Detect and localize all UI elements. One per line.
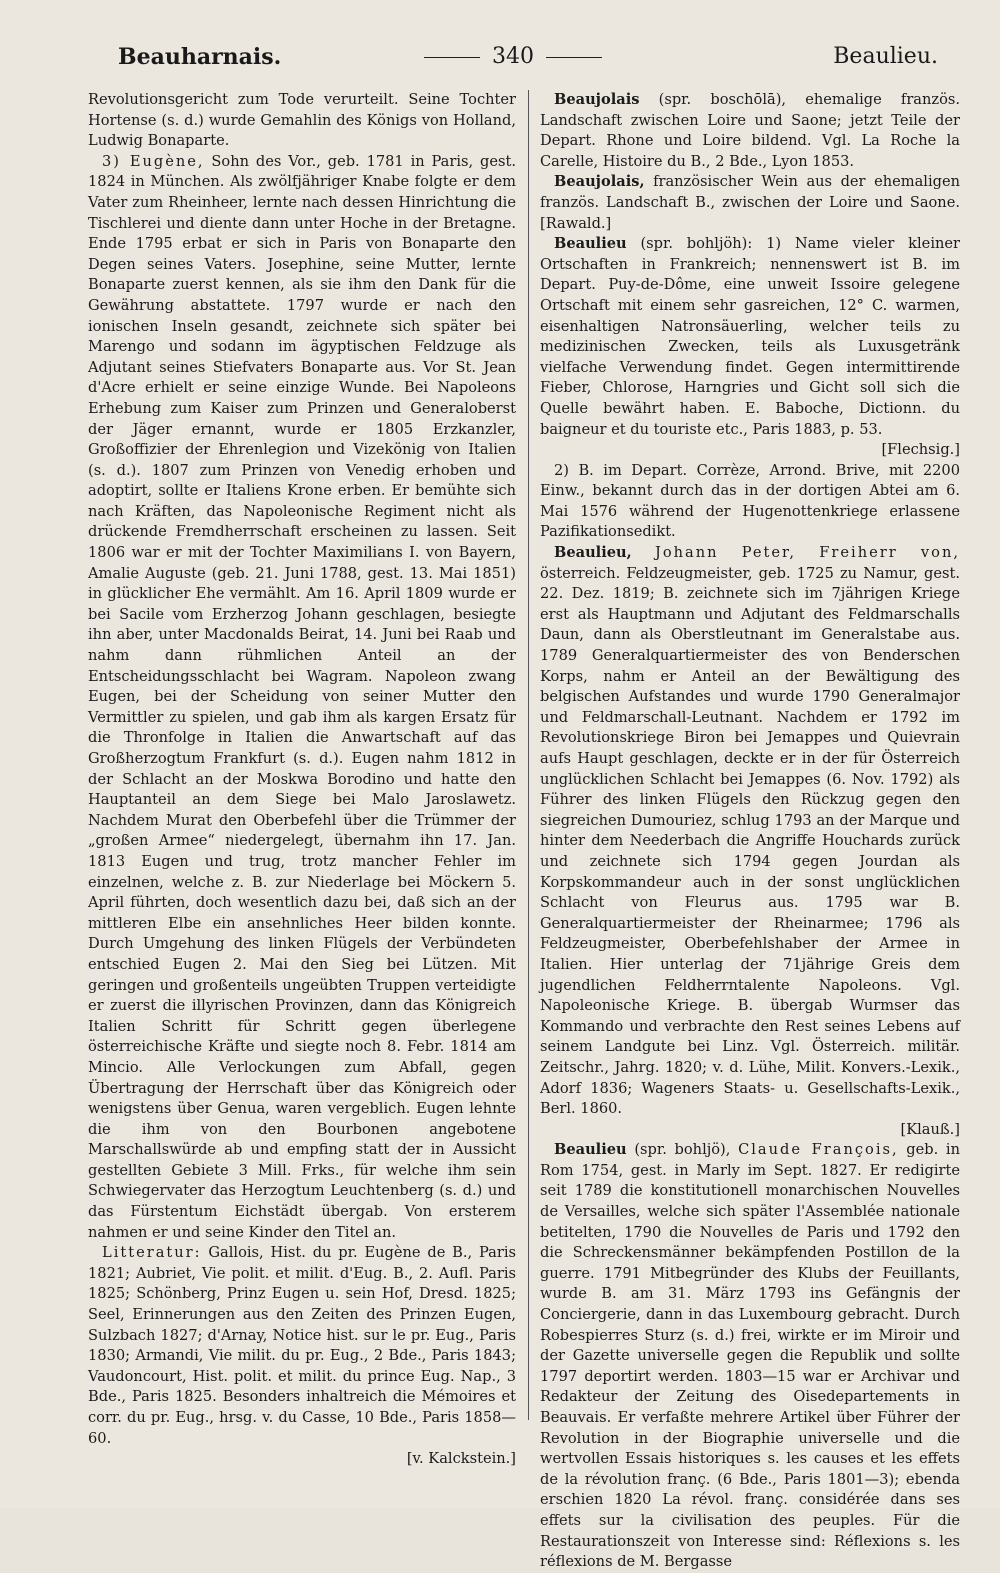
entry-head: Beaulieu, [554,544,632,562]
entry-beaujolais-region [540,90,960,172]
entry-person-name: Claude François, [738,1141,899,1159]
literature-body: Gallois, Hist. du pr. Eugène de B., Paris 1821; Aubriet, Vie polit. et milit. d'Eug. B., 2. Aufl. Paris 1825; Schönberg, Prinz Eugen u. sein Hof, Dresd. 1825; Seel, Erinnerungen aus den Zeiten des Prinzen Eugen, Sulzbach 1827; d'Arnay, Notice hist. sur le pr. Eug., Paris 1830; Armandi, Vie milit. du pr. Eug., 2 Bde., Paris 1843; Vaudoncourt, Hist. polit. et milit. du prince Eug. Nap., 3 Bde., Paris 1825. Besonders inhaltreich die Mémoires et corr. du pr. Eug., hrsg. v. du Casse, 10 Bde., Paris 1858—60. [88,1244,516,1447]
entry-body: französischer Wein aus der ehemaligen französ. Landschaft B., zwischen der Loire und Saone. [540,173,960,211]
entry-beaujolais-wine [540,172,960,234]
entry-beaulieu-correze: 2) B. im Depart. Corrèze, Arrond. Brive, mit 2200 Einw., bekannt durch das in der dortigen Abtei am 6. Mai 1576 während der Hugenottenkriege erlassene Pazifikationsedikt. [540,461,960,541]
entry-body: österreich. Feldzeugmeister, geb. 1725 zu Namur, gest. 22. Dez. 1819; B. zeichnete sich im 7jährigen Kriege erst als Hauptmann und Adjutant des Feldmarschalls Daun, dann als Oberstleutnant im Generalstabe aus. 1789 Generalquartiermeister des von Benderschen Korps, nahm er Anteil an der Bewältigung des belgischen Aufstandes und wurde 1790 Generalmajor und Feldmarschall-Leutnant. Nachdem er 1792 im Revolutionskriege Biron bei Jemappes und Quievrain aufs Haupt geschlagen, deckte er in der für Österreich unglücklichen Schlacht bei Jemappes (6. Nov. 1792) als Führer des linken Flügels den Rückzug gegen den siegreichen Dumouriez, schlug 1793 an der Marque und hinter dem Neederbach die Angriffe Houchards zurück und zeichnete sich 1794 gegen Jourdan als Korpskommandeur auch in der sonst unglücklichen Schlacht von Fleurus aus. 1795 war B. Generalquartiermeister der Rheinarmee; 1796 als Feldzeugmeister, Oberbefehlshaber der Armee in Italien. Hier unterlag der 71jährige Greis dem jugendlichen Feldherrntalente Napoleons. Vgl. Napoleonische Kriege. B. übergab Wurmser das Kommando und verbrachte den Rest seines Lebens auf seinem Landgute bei Linz. Vgl. Österreich. militär. Zeitschr., Jahrg. 1820; v. d. Lühe, Milit. Konvers.-Lexik., Adorf 1836; Wageners Staats- u. Gesellschafts-Lexik., Berl. 1860. [540,564,960,1118]
column-divider [528,90,529,1420]
entry-head: Beaulieu [554,1141,627,1159]
entry-body: (spr. bohljöh): 1) Name vieler kleiner Ortschaften in Frankreich; nennenswert ist B. im Depart. Puy-de-Dôme, eine unweit Issoire gelegene Ortschaft mit einem sehr gasreichen, 12° C. warmen, eisenhaltigen Natronsäuerling, welcher teils zu medizinischen Zwecken, teils als Luxusgetränk vielfache Verwendung findet. Gegen intermittirende Fieber, Chlorose, Harngries und Gicht soll sich die Quelle bewährt haben. E. Baboche, Dictionn. du baigneur et du touriste etc., Paris 1883, p. 53. [540,235,960,438]
entry-eugene [88,152,516,1243]
author-signature: [Rawald.] [540,214,612,232]
header-right-catchword: Beaulieu. [833,44,938,69]
entry-body: (spr. boschōlā), ehemalige französ. Landschaft zwischen Loire und Saone; jetzt Teile der Depart. Rhone und Loire bildend. Vgl. La Roche la Carelle, Histoire du B., 2 Bde., Lyon 1853. [540,91,960,170]
literature-head: Litteratur: [102,1244,202,1262]
entry-beaulieu-places [540,234,960,440]
paragraph: Revolutionsgericht zum Tode verurteilt. Seine Tochter Hortense (s. d.) wurde Gemahlin des Königs von Holland, Ludwig Bonaparte. [88,91,516,150]
entry-body: geb. in Rom 1754, gest. in Marly im Sept. 1827. Er redigirte seit 1789 die konstitutionell monarchischen Nouvelles de Versailles, welche sich später l'Assemblée nationale betitelten, 1790 die Nouvelles de Paris und 1792 den die Schreckensmänner bekämpfenden Postillon de la guerre. 1791 Mitbegründer des Klubs der Feuillants, wurde B. am 31. März 1793 ins Gefängnis der Conciergerie, dann in das Luxembourg gebracht. Durch Robespierres Sturz (s. d.) frei, wirkte er im Miroir und der Gazette universelle gegen die Republik und sollte 1797 deportirt werden. 1803—15 war er Archivar und Redakteur der Zeitung des Oisedepartements in Beauvais. Er verfaßte mehrere Artikel über Führer der Revolution in der Biographie universelle und die wertvollen Essais historiques s. les causes et les effets de la révolution franç. (6 Bde., Paris 1801—3); ebenda erschien 1820 La révol. franç. considérée dans ses effets sur la civilisation des peuples. Für die Restaurationszeit von Interesse sind: Réflexions s. les réflexions de M. Bergasse [540,1141,960,1571]
entry-head: 3) Eugène, [102,152,205,170]
header-page-number [88,44,938,69]
page-header [88,38,938,78]
page-number: 340 [492,44,534,69]
entry-head: Beaujolais [554,91,640,108]
entry-head: Beaulieu [554,235,627,253]
author-signature: [v. Kalckstein.] [406,1450,516,1468]
literature-paragraph [88,1243,516,1449]
author-signature: [Klauß.] [900,1120,960,1138]
entry-body: Sohn des Vor., geb. 1781 in Paris, gest. 1824 in München. Als zwölfjähriger Knabe folgte er dem Vater zum Rheinheer, lernte nach dessen Hinrichtung die Tischlerei und diente dann unter Hoche in der Bretagne. Ende 1795 erbat er sich in Paris von Bonaparte den Degen seines Vaters. Josephine, seine Mutter, lernte Bonaparte zuerst kennen, als sie ihm den Dank für die Gewährung abstattete. 1797 wurde er nach den ionischen Inseln gesandt, zeichnete sich später bei Marengo und sodann im ägyptischen Feldzuge als Adjutant seines Stiefvaters Bonaparte aus. Vor St. Jean d'Acre erhielt er seine einzige Wunde. Bei Napoleons Erhebung zum Kaiser zum Prinzen und Generaloberst der Jäger ernannt, wurde er 1805 Erzkanzler, Großoffizier der Ehrenlegion und Vizekönig von Italien (s. d.). 1807 zum Prinzen von Venedig erhoben und adoptirt, sollte er Italiens Krone erben. Er bemühte sich nach Kräften, das Napoleonische Regiment nicht als drückende Fremdherrschaft erscheinen zu lassen. Seit 1806 war er mit der Tochter Maximilians I. von Bayern, Amalie Auguste (geb. 21. Juni 1788, gest. 13. Mai 1851) in glücklicher Ehe vermählt. Am 16. April 1809 wurde er bei Sacile vom Erzherzog Johann geschlagen, besiegte ihn aber, unter Macdonalds Beirat, 14. Juni bei Raab und nahm dann rühmlichen Anteil an der Entscheidungsschlacht bei Wagram. Napoleon zwang Eugen, bei der Scheidung von seiner Mutter den Vermittler zu spielen, und gab ihm als kargen Ersatz für die Thronfolge in Italien die Anwartschaft auf das Großherzogtum Frankfurt (s. d.). Eugen nahm 1812 in der Schlacht an der Moskwa Borodino und hatte den Hauptanteil an dem Siege bei Malo Jaroslawetz. Nachdem Murat den Oberbefehl über die Trümmer der „großen Armee“ niedergelegt, übernahm ihn 17. Jan. 1813 Eugen und trug, trotz mancher Fehler im einzelnen, welche z. B. zur Niederlage bei Möckern 5. April führten, doch wesentlich dazu bei, daß sich an der mittleren Elbe ein ansehnliches Heer bilden konnte. Durch Umgehung des linken Flügels der Verbündeten entschied Eugen 2. Mai den Sieg bei Lützen. Mit geringen und großenteils ungeübten Truppen verteidigte er zuerst die illyrischen Provinzen, dann das Königreich Italien Schritt für Schritt gegen überlegene österreichische Kräfte und siegte noch 8. Febr. 1814 am Mincio. Alle Verlockungen zum Abfall, gegen Übertragung der Herrschaft über das Königreich oder wenigstens über Genua, waren vergeblich. Eugen lehnte die ihm von den Bourbonen angebotene Marschallswürde ab und empfing statt der in Aussicht gestellten Gebiete 3 Mill. Frks., für welche ihm sein Schwiegervater das Herzogtum Leuchtenberg (s. d.) und das Fürstentum Eichstädt übergab. Von ersterem nahmen er und seine Kinder den Titel an. [88,152,516,1241]
entry-beaulieu-johann-peter [540,543,960,1120]
entry-person-name: Johann Peter, Freiherr von, [631,544,960,562]
author-signature: [Flechsig.] [881,441,960,459]
header-left-catchword: Beauharnais. [118,44,282,70]
entry-head: Beaujolais, [554,173,645,191]
right-column [540,90,960,1573]
left-column [88,90,516,1470]
entry-pronunciation: (spr. bohljö), [626,1141,739,1159]
